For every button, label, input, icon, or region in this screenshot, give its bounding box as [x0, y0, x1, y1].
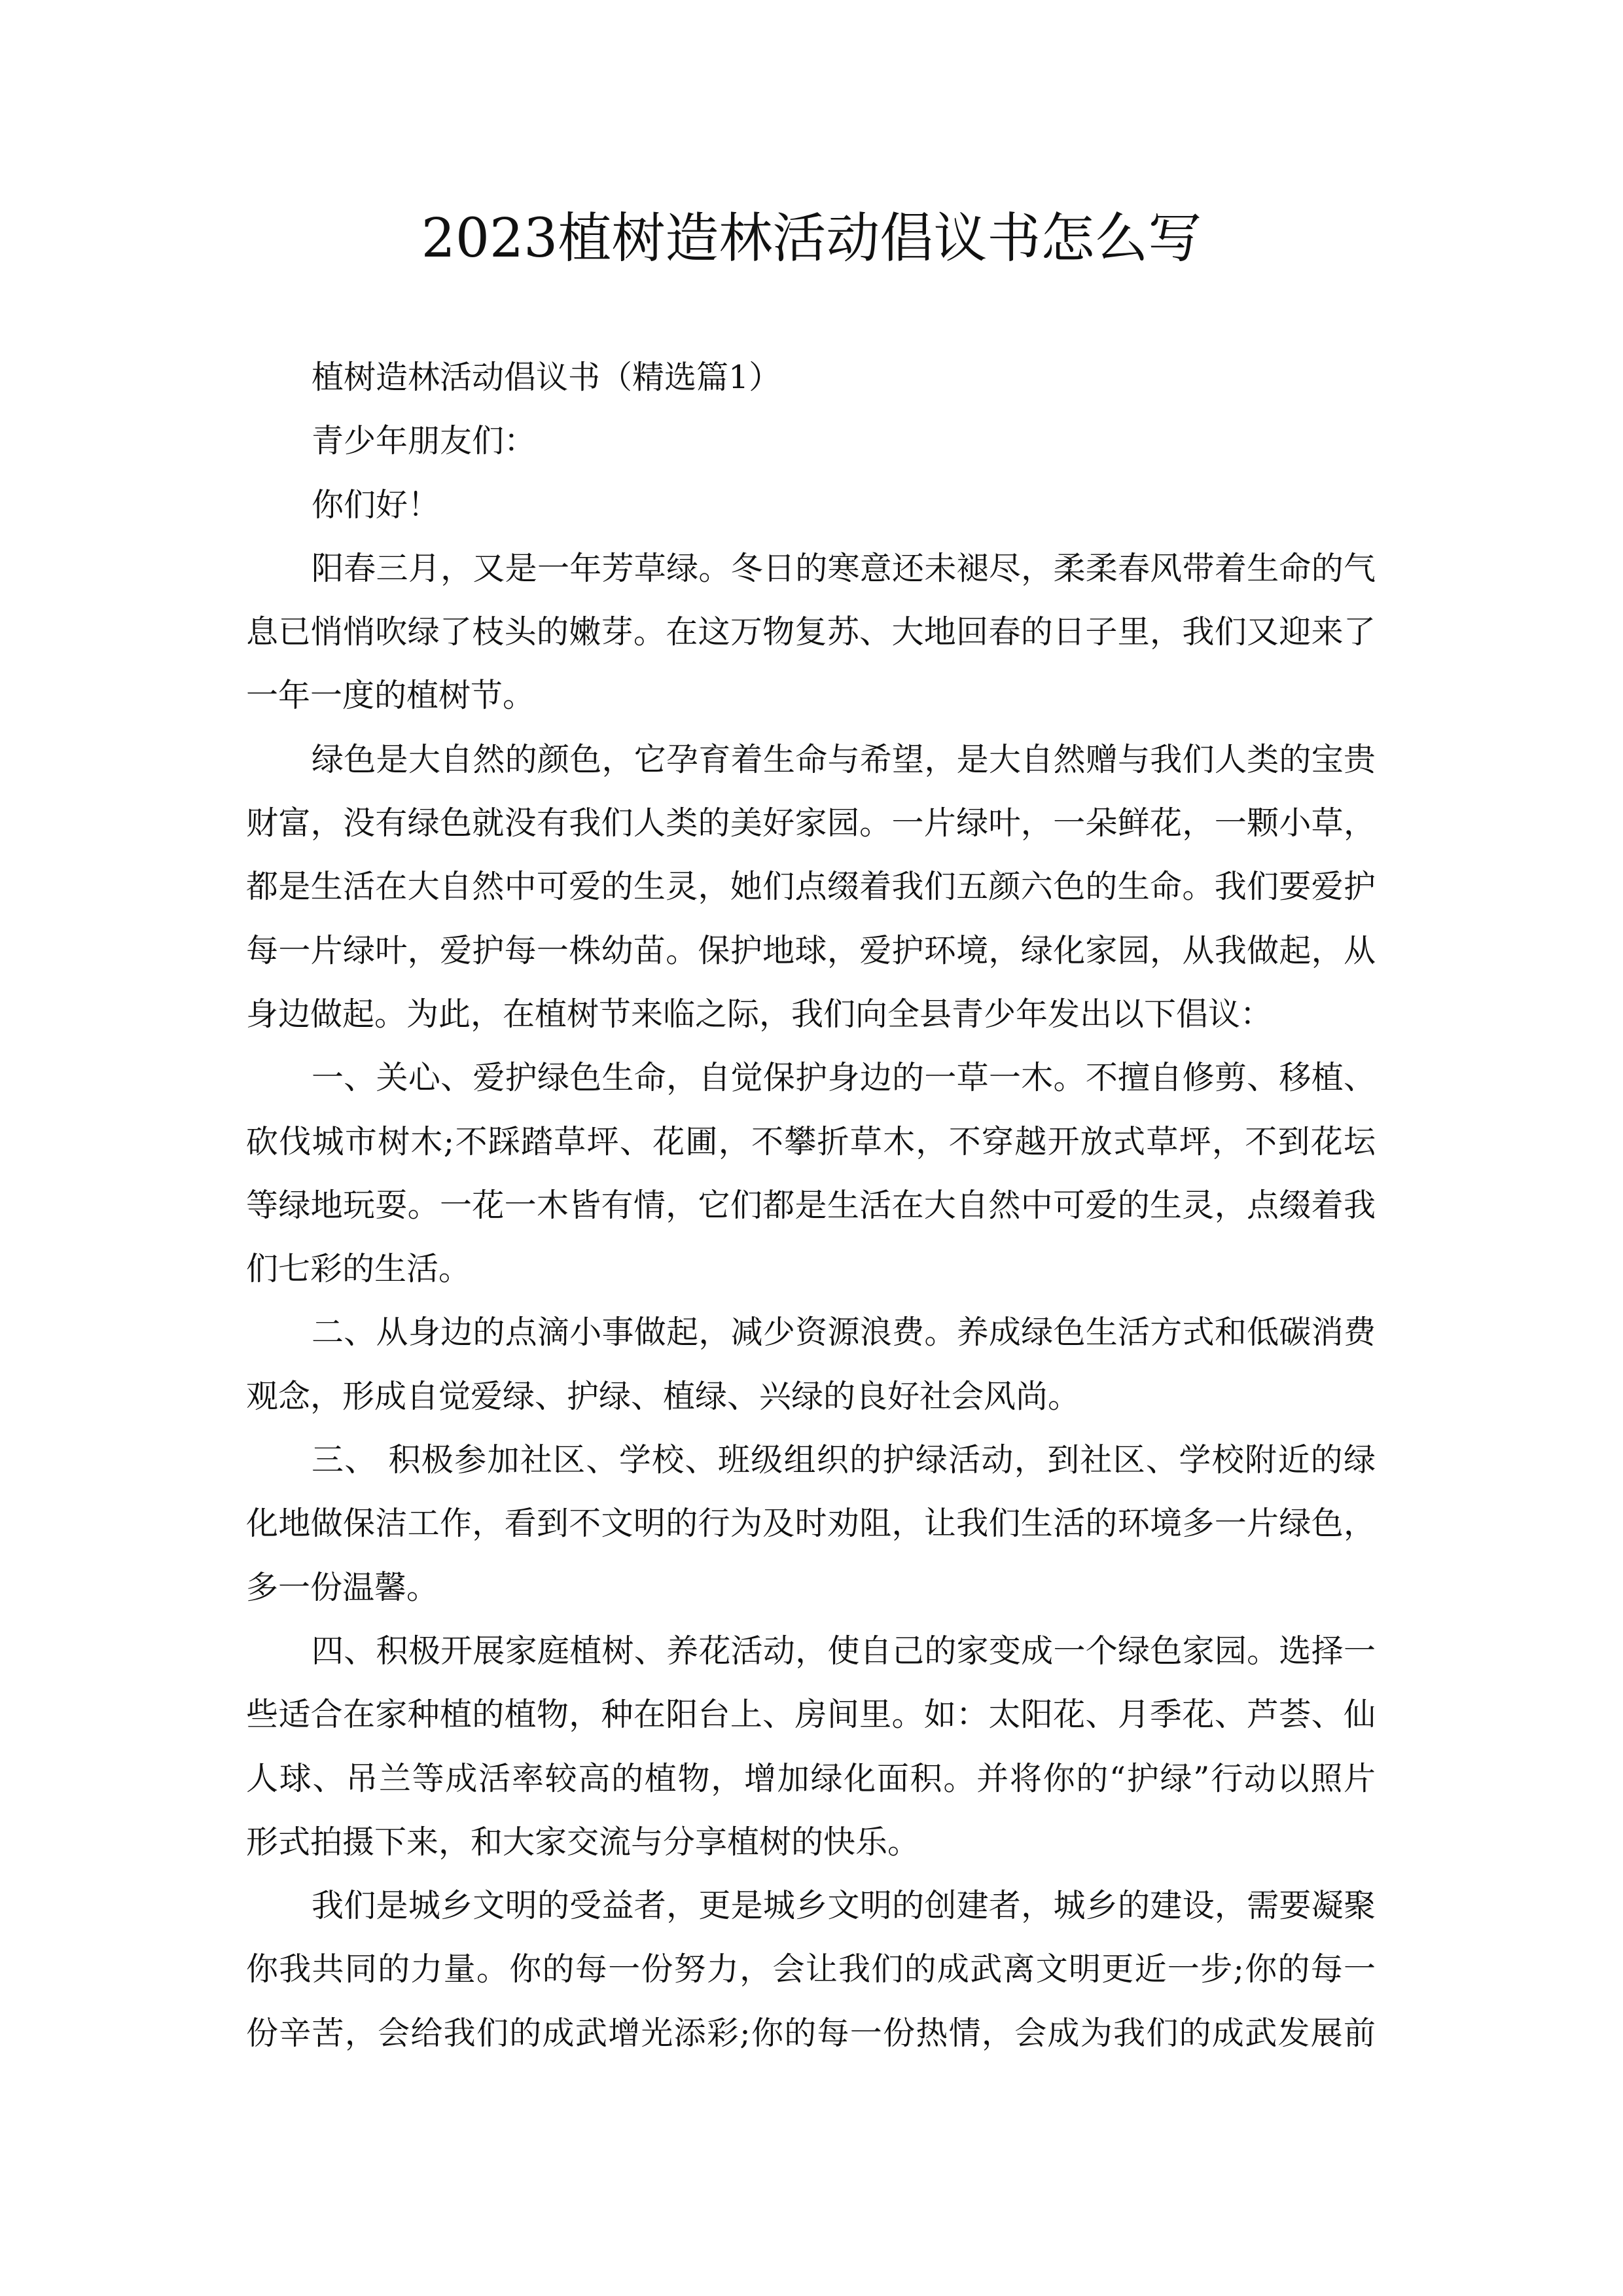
- text-line: 三、 积极参加社区、学校、班级组织的护绿活动，到社区、学校附近的绿: [312, 1441, 1376, 1479]
- text-line: 都是生活在大自然中可爱的生灵，她们点缀着我们五颜六色的生命。我们要爱护: [246, 868, 1376, 906]
- text-line: 们七彩的生活。: [246, 1250, 471, 1288]
- text-line: 一、关心、爱护绿色生命，自觉保护身边的一草一木。不擅自修剪、移植、: [312, 1059, 1376, 1097]
- paragraph: [246, 1428, 1376, 1619]
- text-line: 身边做起。为此，在植树节来临之际，我们向全县青少年发出以下倡议：: [246, 995, 1273, 1033]
- paragraph: [246, 728, 1376, 1046]
- paragraph: [246, 1619, 1376, 1874]
- text-line: 你们好！: [312, 486, 440, 524]
- paragraph: [246, 1874, 1376, 2065]
- text-line: 植树造林活动倡议书（精选篇1）: [312, 359, 781, 396]
- text-line: 一年一度的植树节。: [246, 677, 535, 715]
- text-line: 财富，没有绿色就没有我们人类的美好家园。一片绿叶，一朵鲜花，一颗小草，: [246, 804, 1376, 842]
- text-line: 每一片绿叶，爱护每一株幼苗。保护地球，爱护环境，绿化家园，从我做起，从: [246, 931, 1376, 969]
- text-line: 观念，形成自觉爱绿、护绿、植绿、兴绿的良好社会风尚。: [246, 1377, 1080, 1415]
- text-line: 阳春三月，又是一年芳草绿。冬日的寒意还未褪尽，柔柔春风带着生命的气: [312, 549, 1376, 587]
- text-line: 绿色是大自然的颜色，它孕育着生命与希望，是大自然赠与我们人类的宝贵: [312, 740, 1376, 778]
- text-line: 化地做保洁工作，看到不文明的行为及时劝阻，让我们生活的环境多一片绿色，: [246, 1505, 1376, 1543]
- paragraph: [246, 1046, 1376, 1300]
- paragraph: [246, 473, 1376, 537]
- document-title: 2023植树造林活动倡议书怎么写: [421, 207, 1202, 270]
- text-line: 青少年朋友们：: [312, 422, 537, 460]
- text-line: 人球、吊兰等成活率较高的植物，增加绿化面积。并将你的“护绿”行动以照片: [246, 1759, 1376, 1797]
- document-body: [246, 346, 1376, 2065]
- text-line: 多一份温馨。: [246, 1568, 439, 1606]
- text-line: 些适合在家种植的植物，种在阳台上、房间里。如：太阳花、月季花、芦荟、仙: [246, 1696, 1376, 1734]
- text-line: 二、从身边的点滴小事做起，减少资源浪费。养成绿色生活方式和低碳消费: [312, 1314, 1376, 1352]
- paragraph: [246, 537, 1376, 728]
- paragraph: [246, 346, 1376, 409]
- paragraph: [246, 1300, 1376, 1428]
- text-line: 你我共同的力量。你的每一份努力，会让我们的成武离文明更近一步;你的每一: [246, 1950, 1376, 1988]
- text-line: 形式拍摄下来，和大家交流与分享植树的快乐。: [246, 1823, 920, 1861]
- text-line: 份辛苦，会给我们的成武增光添彩;你的每一份热情，会成为我们的成武发展前: [246, 2014, 1376, 2052]
- text-line: 砍伐城市树木;不踩踏草坪、花圃，不攀折草木，不穿越开放式草坪，不到花坛: [246, 1122, 1376, 1160]
- text-line: 四、积极开展家庭植树、养花活动，使自己的家变成一个绿色家园。选择一: [312, 1632, 1376, 1670]
- text-line: 息已悄悄吹绿了枝头的嫩芽。在这万物复苏、大地回春的日子里，我们又迎来了: [246, 613, 1376, 651]
- text-line: 我们是城乡文明的受益者，更是城乡文明的创建者，城乡的建设，需要凝聚: [312, 1887, 1376, 1925]
- paragraph: [246, 409, 1376, 473]
- text-line: 等绿地玩耍。一花一木皆有情，它们都是生活在大自然中可爱的生灵，点缀着我: [246, 1186, 1376, 1224]
